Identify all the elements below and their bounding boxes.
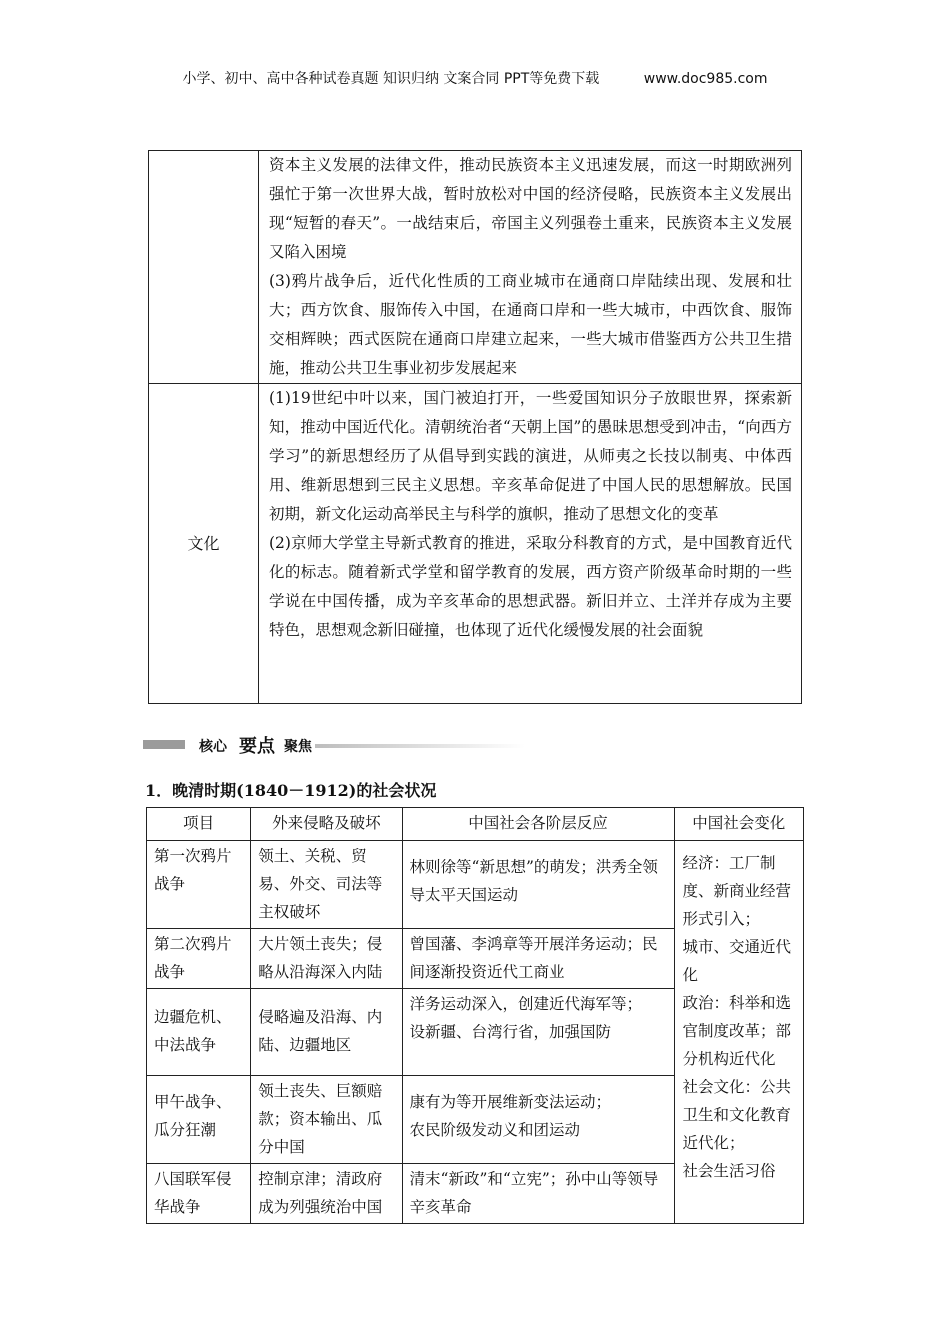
response-cell: 曾国藩、李鸿章等开展洋务运动；民间逐渐投资近代工商业 — [402, 929, 674, 989]
paragraph: (2)京师大学堂主导新式教育的推进，采取分科教育的方式，是中国教育近代化的标志。随着新式学堂和留学教育的发展，西方资产阶级革命时期的一些学说在中国传播，成为辛亥革命的思想武器。新旧并立、土洋并存成为主要特色，思想观念新旧碰撞，也体现了近代化缓慢发展的社会面貌 — [269, 534, 792, 639]
aggression-cell: 领土、关税、贸易、外交、司法等主权破坏 — [251, 841, 402, 929]
response-cell: 清末“新政”和“立宪”；孙中山等领导辛亥革命 — [402, 1164, 674, 1224]
header-text: 小学、初中、高中各种试卷真题 知识归纳 文案合同 PPT等免费下载 — [182, 71, 600, 87]
response-cell — [402, 1076, 674, 1164]
content-cell — [259, 384, 802, 704]
upper-table — [148, 150, 802, 704]
section-label-2: 要点 — [239, 736, 275, 757]
subtitle: 1．晚清时期(1840－1912)的社会状况 — [145, 781, 437, 800]
paragraph: 资本主义发展的法律文件，推动民族资本主义迅速发展，而这一时期欧洲列强忙于第一次世界大战，暂时放松对中国的经济侵略，民族资本主义发展出现“短暂的春天”。一战结束后，帝国主义列强卷土重来，民族资本主义发展又陷入困境 — [269, 156, 792, 261]
aggression-cell: 大片领土丧失；侵略从沿海深入内陆 — [251, 929, 402, 989]
item-cell: 八国联军侵华战争 — [147, 1164, 251, 1224]
change-line: 社会文化：公共卫生和文化教育近代化； — [682, 1078, 792, 1152]
change-line: 社会生活习俗 — [682, 1162, 776, 1180]
section-label-3: 聚焦 — [284, 739, 312, 755]
response-line: 洋务运动深入，创建近代海军等； — [409, 995, 643, 1013]
aggression-cell: 领土丧失、巨额赔款；资本输出、瓜分中国 — [251, 1076, 402, 1164]
section-fade-line — [315, 744, 525, 748]
category-cell — [149, 151, 259, 384]
column-header: 中国社会各阶层反应 — [402, 808, 674, 841]
table-row — [147, 841, 804, 929]
lower-table — [146, 807, 804, 1224]
response-cell: 林则徐等“新思想”的萌发；洪秀全领导太平天国运动 — [402, 841, 674, 929]
response-line: 设新疆、台湾行省，加强国防 — [409, 1023, 612, 1041]
change-line: 经济：工厂制度、新商业经营形式引入； — [682, 854, 792, 928]
table-row — [149, 384, 802, 704]
item-cell: 第一次鸦片战争 — [147, 841, 251, 929]
table-row — [149, 151, 802, 384]
response-line: 康有为等开展维新变法运动； — [409, 1093, 612, 1111]
header-site-link[interactable]: www.doc985.com — [643, 71, 768, 87]
page-header — [0, 68, 950, 88]
item-cell: 第二次鸦片战争 — [147, 929, 251, 989]
response-line: 农民阶级发动义和团运动 — [409, 1121, 581, 1139]
category-cell: 文化 — [149, 384, 259, 704]
section-heading — [143, 732, 523, 758]
column-header: 项目 — [147, 808, 251, 841]
item-cell: 边疆危机、中法战争 — [147, 989, 251, 1076]
column-header: 外来侵略及破坏 — [251, 808, 402, 841]
change-line: 政治：科举和选官制度改革；部分机构近代化 — [682, 994, 792, 1068]
paragraph: (1)19世纪中叶以来，国门被迫打开，一些爱国知识分子放眼世界，探索新知，推动中国近代化。清朝统治者“天朝上国”的愚昧思想受到冲击，“向西方学习”的新思想经历了从倡导到实践的演进，从师夷之长技以制夷、中体西用、维新思想到三民主义思想。辛亥革命促进了中国人民的思想解放。民国初期，新文化运动高举民主与科学的旗帜，推动了思想文化的变革 — [269, 389, 792, 523]
aggression-cell: 控制京津；清政府成为列强统治中国 — [251, 1164, 402, 1224]
change-line: 城市、交通近代化 — [682, 938, 792, 984]
section-bar-decoration — [143, 740, 185, 749]
aggression-cell: 侵略遍及沿海、内陆、边疆地区 — [251, 989, 402, 1076]
response-cell — [402, 989, 674, 1076]
column-header: 中国社会变化 — [674, 808, 803, 841]
section-label-1: 核心 — [199, 739, 227, 755]
change-cell — [674, 841, 803, 1224]
paragraph: (3)鸦片战争后，近代化性质的工商业城市在通商口岸陆续出现、发展和壮大；西方饮食、服饰传入中国，在通商口岸和一些大城市，中西饮食、服饰交相辉映；西式医院在通商口岸建立起来，一些大城市借鉴西方公共卫生措施，推动公共卫生事业初步发展起来 — [269, 272, 792, 377]
content-cell — [259, 151, 802, 384]
item-cell: 甲午战争、瓜分狂潮 — [147, 1076, 251, 1164]
table-header-row — [147, 808, 804, 841]
